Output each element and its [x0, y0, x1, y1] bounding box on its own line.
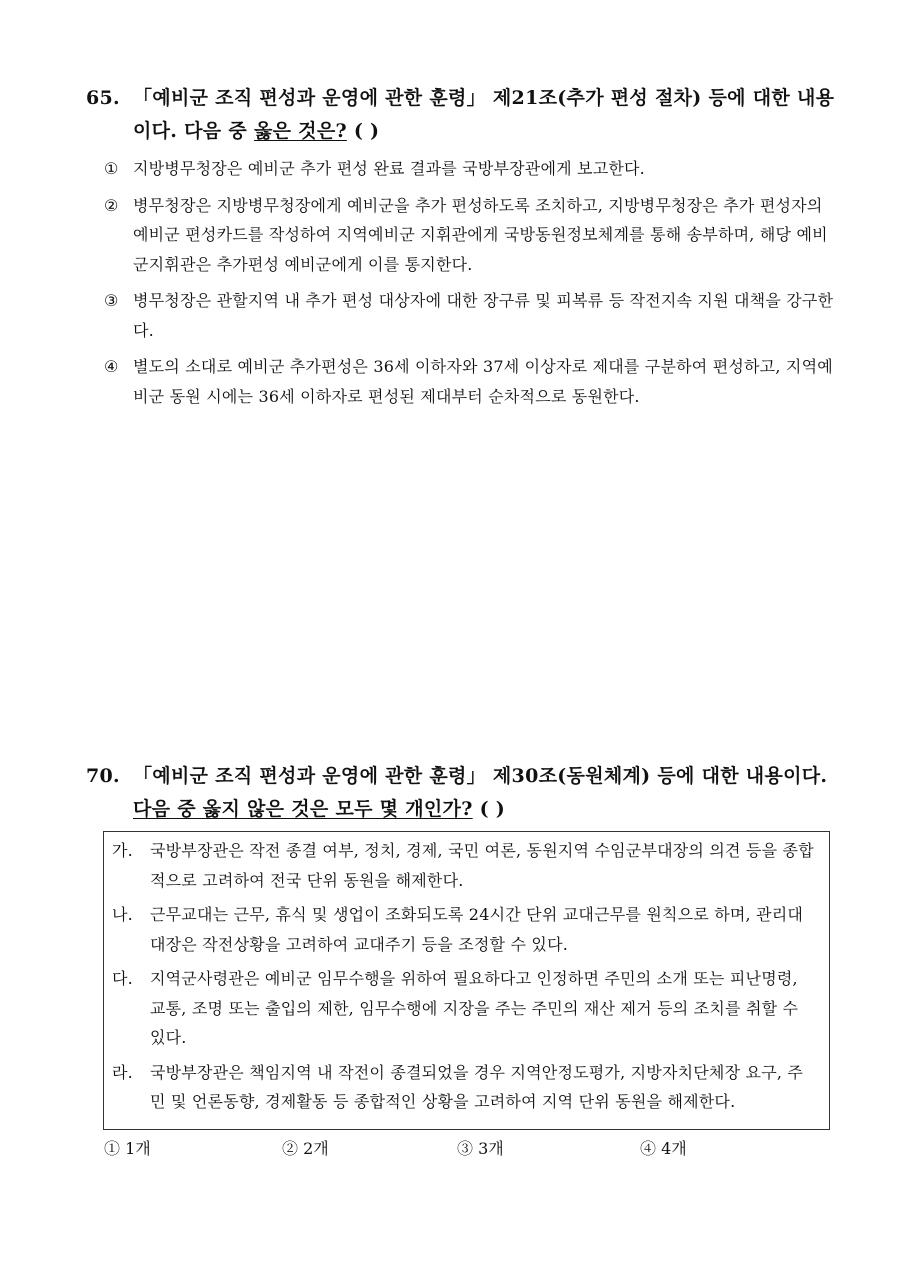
- option-1-mark: ①: [104, 159, 119, 178]
- statement-ra-text: 국방부장관은 책임지역 내 작전이 종결되었을 경우 지역안정도평가, 지방자치단체장 요구, 주민 및 언론동향, 경제활동 등 종합적인 상황을 고려하여 지역 단위 동원을 해제한다.: [150, 1062, 804, 1111]
- statement-da: [112, 964, 817, 1053]
- question-65-stem-underlined: 옳은 것은?: [253, 120, 347, 142]
- question-70-stem: [0, 760, 900, 826]
- question-70-stem-underlined: 다음 중 옳지 않은 것은 모두 몇 개인가?: [133, 798, 473, 820]
- statement-ga: [112, 836, 817, 895]
- option-2: [0, 191, 900, 280]
- answer-choice-2: ② 2개: [282, 1139, 329, 1158]
- answer-choices: [0, 1134, 900, 1164]
- statement-da-mark: 다.: [112, 969, 133, 988]
- option-1: [0, 154, 900, 184]
- option-4: [0, 352, 900, 411]
- question-65-stem: [0, 82, 900, 148]
- statement-ra-mark: 라.: [112, 1062, 133, 1082]
- answer-choice-1: ① 1개: [104, 1139, 151, 1158]
- answer-choice-4: ④ 4개: [640, 1139, 687, 1158]
- statement-ga-text: 국방부장관은 작전 종결 여부, 정치, 경제, 국민 여론, 동원지역 수임군부대장의 의견 등을 종합적으로 고려하여 전국 단위 동원을 해제한다.: [150, 841, 814, 890]
- question-65: [0, 82, 900, 418]
- question-65-options: [0, 154, 900, 411]
- option-1-text: 지방병무청장은 예비군 추가 편성 완료 결과를 국방부장관에게 보고한다.: [133, 159, 645, 178]
- option-4-text: 별도의 소대로 예비군 추가편성은 36세 이하자와 37세 이상자로 제대를 구분하여 편성하고, 지역예비군 동원 시에는 36세 이하자로 편성된 제대부터 순차적으로 동원한다.: [133, 357, 833, 406]
- statement-na: [112, 900, 817, 959]
- option-2-text: 병무청장은 지방병무청장에게 예비군을 추가 편성하도록 조치하고, 지방병무청장은 추가 편성자의 예비군 편성카드를 작성하여 지역예비군 지휘관에게 국방동원정보체계를 통해 송부하며, 해당 예비군지휘관은 추가편성 예비군에게 이를 통지한다.: [133, 195, 828, 274]
- question-70-answer-blank: ( ): [472, 798, 506, 820]
- statements-box: [103, 831, 830, 1130]
- question-70-stem-text: 「예비군 조직 편성과 운영에 관한 훈령」 제30조(동원체계) 등에 대한 내용이다.: [133, 765, 828, 787]
- question-65-number: 65.: [86, 87, 120, 109]
- option-4-mark: ④: [104, 357, 119, 376]
- statement-ra: [112, 1058, 817, 1117]
- statement-da-text: 지역군사령관은 예비군 임무수행을 위하여 필요하다고 인정하면 주민의 소개 또는 피난명령, 교통, 조명 또는 출입의 제한, 임무수행에 지장을 주는 주민의 재산 제거 등의 조치를 취할 수 있다.: [150, 969, 799, 1047]
- option-3-mark: ③: [104, 291, 119, 310]
- answer-choice-3: ③ 3개: [457, 1139, 504, 1158]
- question-70: [0, 760, 900, 1158]
- question-65-stem-text: 「예비군 조직 편성과 운영에 관한 훈령」 제21조(추가 편성 절차) 등에 대한 내용이다. 다음 중: [133, 87, 835, 142]
- statement-na-mark: 나.: [112, 905, 133, 924]
- statement-ga-mark: 가.: [112, 841, 133, 860]
- option-2-mark: ②: [104, 195, 119, 215]
- question-70-number: 70.: [86, 765, 120, 787]
- question-65-answer-blank: ( ): [346, 120, 380, 142]
- option-3: [0, 286, 900, 345]
- statement-na-text: 근무교대는 근무, 휴식 및 생업이 조화되도록 24시간 단위 교대근무를 원칙으로 하며, 관리대대장은 작전상황을 고려하여 교대주기 등을 조정할 수 있다.: [150, 905, 804, 954]
- option-3-text: 병무청장은 관할지역 내 추가 편성 대상자에 대한 장구류 및 피복류 등 작전지속 지원 대책을 강구한다.: [133, 291, 834, 340]
